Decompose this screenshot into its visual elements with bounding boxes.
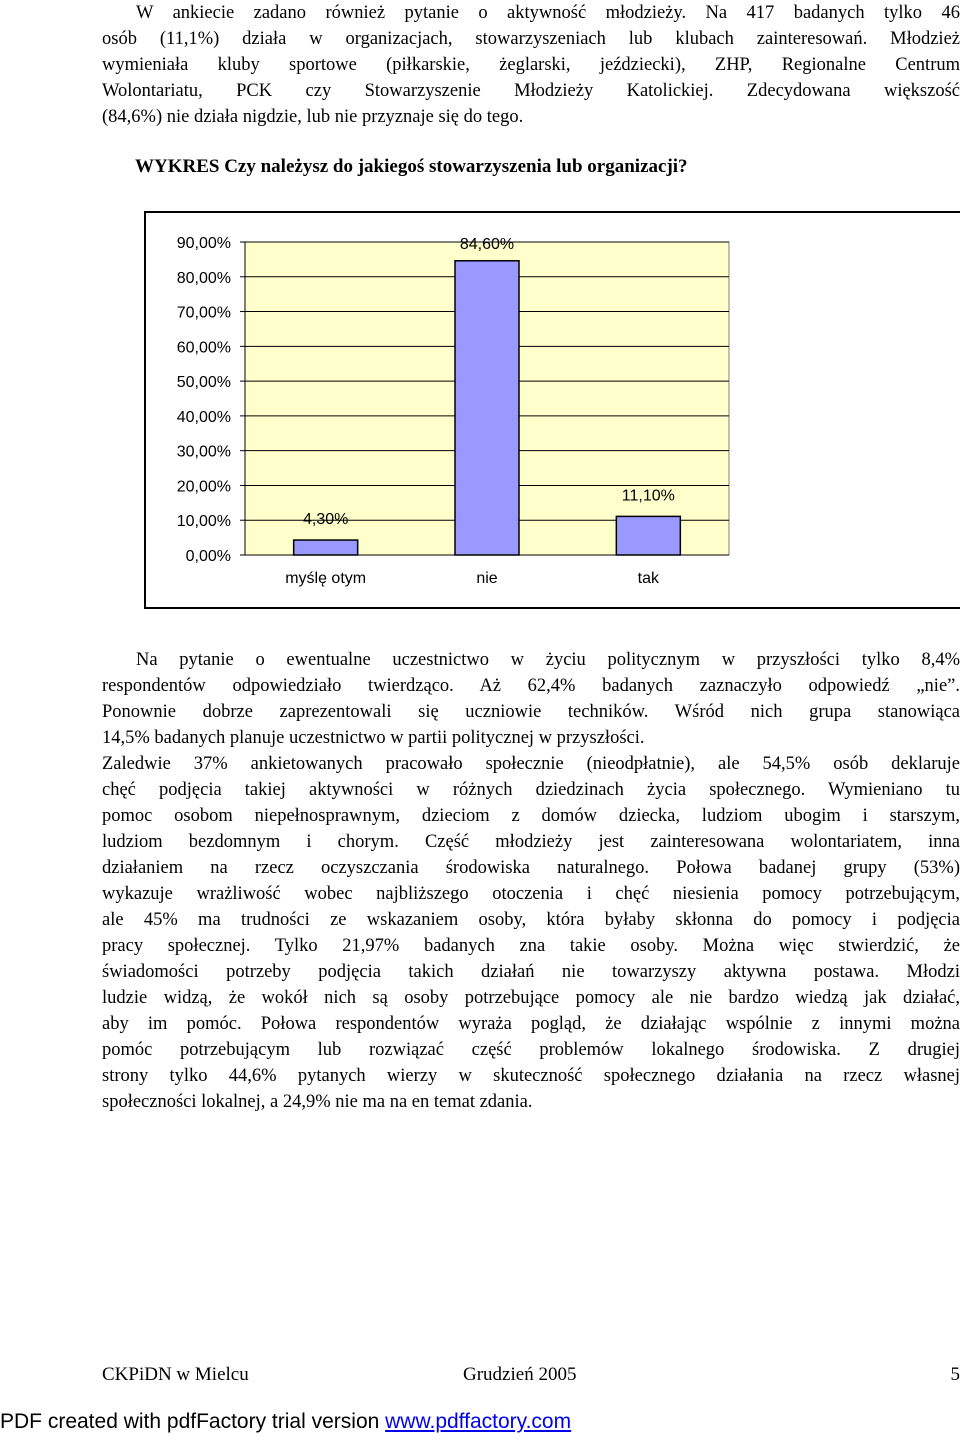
page-number: 5 [950, 1364, 960, 1385]
bar [455, 261, 519, 555]
pdf-watermark-banner [0, 1410, 571, 1434]
intro-paragraph [102, 0, 960, 130]
text-line: pomoc osobom niepełnosprawnym, dzieciom z domów dziecka, ludziom ubogim i starszym, [102, 806, 960, 826]
category-label: myślę otym [285, 570, 367, 587]
y-tick-label: 60,00% [176, 339, 231, 357]
text-line: ludziom bezdomnym i chorym. Część młodzieży jest zainteresowana wolontariatem, inna [102, 832, 960, 852]
text-line: społeczności lokalnej, a 24,9% nie ma na en temat zdania. [102, 1092, 533, 1112]
y-tick-label: 70,00% [176, 304, 231, 322]
y-tick-label: 50,00% [176, 374, 231, 392]
y-tick-label: 20,00% [176, 478, 231, 496]
bar [294, 540, 358, 555]
text-line: (84,6%) nie działa nigdzie, lub nie przyznaje się do tego. [102, 107, 524, 127]
y-tick-label: 90,00% [176, 235, 231, 252]
pdf-banner-text: PDF created with pdfFactory trial version [0, 1410, 386, 1433]
text-line: działaniem na rzecz oczyszczania środowiska naturalnego. Połowa badanej grupy (53%) [102, 858, 960, 878]
category-label: nie [476, 570, 498, 587]
text-line: Ponownie dobrze zaprezentowali się uczniowie techników. Wśród nich grupa stanowiąca [102, 702, 960, 722]
y-tick-label: 80,00% [176, 269, 231, 287]
data-label: 84,60% [459, 235, 515, 253]
text-line: pracy społecznej. Tylko 21,97% badanych zna takie osoby. Można więc stwierdzić, że [102, 936, 960, 956]
category-label: tak [637, 570, 660, 587]
pdf-banner-link[interactable]: www.pdffactory.com [385, 1410, 572, 1433]
bar-chart [146, 213, 960, 607]
text-line: strony tylko 44,6% pytanych wierzy w skuteczność społecznego działania na rzecz własnej [102, 1066, 960, 1086]
text-line: wykazuje wrażliwość wobec najbliższego otoczenia i chęć niesienia pomocy potrzebującym, [102, 884, 960, 904]
y-tick-label: 40,00% [176, 408, 231, 426]
footer-date: Grudzień 2005 [463, 1364, 577, 1385]
text-line: osób (11,1%) działa w organizacjach, stowarzyszeniach lub klubach zainteresowań. Młodzież [102, 29, 960, 49]
page-footer [102, 1364, 960, 1390]
text-line: Wolontariatu, PCK czy Stowarzyszenie Młodzieży Katolickiej. Zdecydowana większość [102, 81, 960, 101]
text-line: respondentów odpowiedziało twierdząco. Aż 62,4% badanych zaznaczyło odpowiedź „nie”. [102, 676, 960, 696]
chart-title: WYKRES Czy należysz do jakiegoś stowarzyszenia lub organizacji? [135, 156, 688, 177]
text-line: chęć podjęcia takiej aktywności w różnych dziedzinach życia społecznego. Wymieniano tu [102, 780, 960, 800]
y-tick-label: 0,00% [185, 548, 231, 565]
text-line: ludzie widzą, że wokół nich są osoby potrzebujące pomocy ale nie bardzo wiedzą jak działać, [102, 988, 960, 1008]
text-line: W ankiecie zadano również pytanie o aktywność młodzieży. Na 417 badanych tylko 46 [136, 3, 960, 23]
text-line: 14,5% badanych planuje uczestnictwo w partii politycznej w przyszłości. [102, 728, 645, 748]
text-line: świadomości potrzeby podjęcia takich działań nie towarzyszy aktywna postawa. Młodzi [102, 962, 960, 982]
chart-frame [144, 211, 960, 609]
footer-organization: CKPiDN w Mielcu [102, 1364, 249, 1385]
data-label: 4,30% [302, 511, 349, 529]
text-line: wymieniała kluby sportowe (piłkarskie, żeglarski, jeździecki), ZHP, Regionalne Centrum [102, 55, 960, 75]
y-tick-label: 10,00% [176, 513, 231, 531]
text-line: pomóc potrzebującym lub rozwiązać część problemów lokalnego środowiska. Z drugiej [102, 1040, 960, 1060]
body-paragraph [102, 647, 960, 1115]
text-line: Zaledwie 37% ankietowanych pracowało społecznie (nieodpłatnie), ale 54,5% osób deklaruje [102, 754, 960, 774]
text-line: ale 45% ma trudności ze wskazaniem osoby, która byłaby skłonna do pomocy i podjęcia [102, 910, 960, 930]
y-tick-label: 30,00% [176, 443, 231, 461]
data-label: 11,10% [621, 487, 675, 505]
text-line: Na pytanie o ewentualne uczestnictwo w życiu politycznym w przyszłości tylko 8,4% [136, 650, 960, 670]
text-line: aby im pomóc. Połowa respondentów wyraża pogląd, że działając wspólnie z innymi można [102, 1014, 960, 1034]
bar [616, 516, 680, 555]
